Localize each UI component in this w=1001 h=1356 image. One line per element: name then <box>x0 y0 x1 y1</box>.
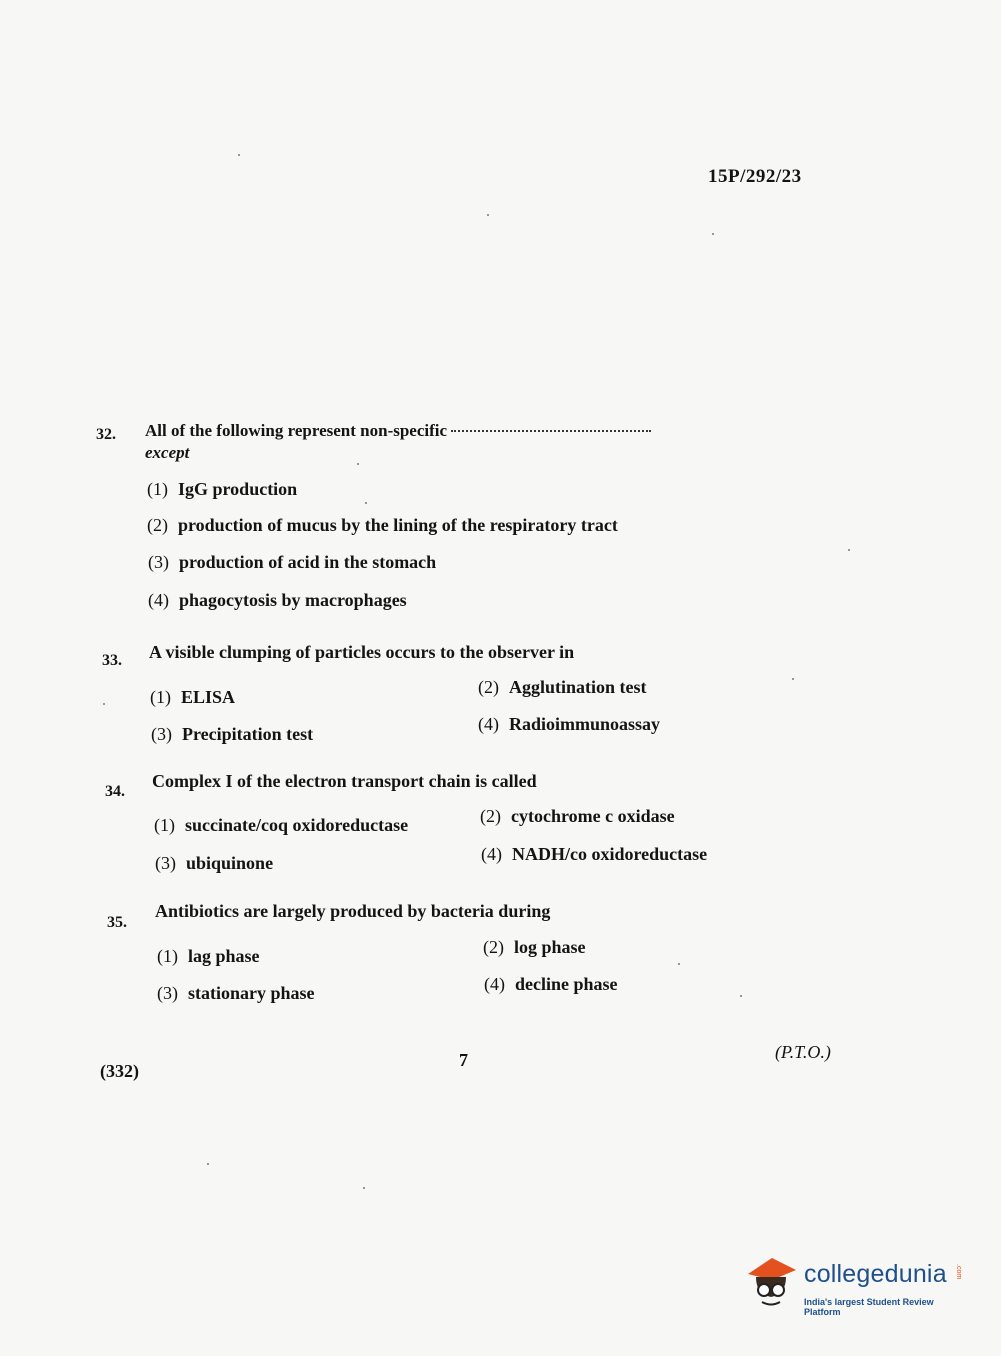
option: (3) ubiquinone <box>155 853 274 873</box>
page-number: 7 <box>459 1050 468 1070</box>
scan-speck <box>792 678 794 680</box>
scan-speck <box>848 549 850 551</box>
option: (4) Radioimmunoassay <box>478 714 661 734</box>
question-text: A visible clumping of particles occurs to the observer in <box>149 642 575 662</box>
question-text: Antibiotics are largely produced by bacteria during <box>155 901 551 921</box>
option: (1) lag phase <box>157 946 260 966</box>
brand-name: collegedunia <box>804 1260 947 1288</box>
option: (4) decline phase <box>484 974 618 994</box>
paper-code: 15P/292/23 <box>708 166 802 187</box>
scan-speck <box>357 463 359 465</box>
option: (1) IgG production <box>147 479 298 499</box>
page-code: (332) <box>100 1061 139 1081</box>
brand-tagline: India's largest Student Review Platform <box>804 1297 934 1317</box>
option: (4) phagocytosis by macrophages <box>148 590 407 610</box>
option: (1) ELISA <box>150 687 236 707</box>
question-text: All of the following represent non-specific <box>145 421 651 441</box>
question-number: 34. <box>105 783 125 800</box>
question-text-except: except <box>145 443 190 462</box>
scan-speck <box>487 214 489 216</box>
option: (1) succinate/coq oxidoreductase <box>154 815 409 835</box>
scan-speck <box>238 154 240 156</box>
question-number: 32. <box>96 426 116 443</box>
option: (2) Agglutination test <box>478 677 647 697</box>
scan-speck <box>365 502 367 504</box>
option: (2) log phase <box>483 937 586 957</box>
option: (4) NADH/co oxidoreductase <box>481 844 708 864</box>
scan-speck <box>207 1163 209 1165</box>
scan-speck <box>712 233 714 235</box>
mascot-icon <box>742 1250 800 1308</box>
option: (3) production of acid in the stomach <box>148 552 437 572</box>
option: (3) Precipitation test <box>151 724 314 744</box>
question-text: Complex I of the electron transport chain is called <box>152 771 537 791</box>
scan-speck <box>363 1187 365 1189</box>
option: (2) production of mucus by the lining of the respiratory tract <box>147 515 618 535</box>
scan-speck <box>740 995 742 997</box>
question-number: 33. <box>102 652 122 669</box>
scan-speck <box>103 703 105 705</box>
option: (2) cytochrome c oxidase <box>480 806 675 826</box>
collegedunia-watermark <box>742 1250 972 1320</box>
option: (3) stationary phase <box>157 983 315 1003</box>
scan-speck <box>678 963 680 965</box>
brand-domain: .com <box>955 1264 962 1280</box>
pto-marker: (P.T.O.) <box>775 1042 831 1062</box>
question-number: 35. <box>107 914 127 931</box>
